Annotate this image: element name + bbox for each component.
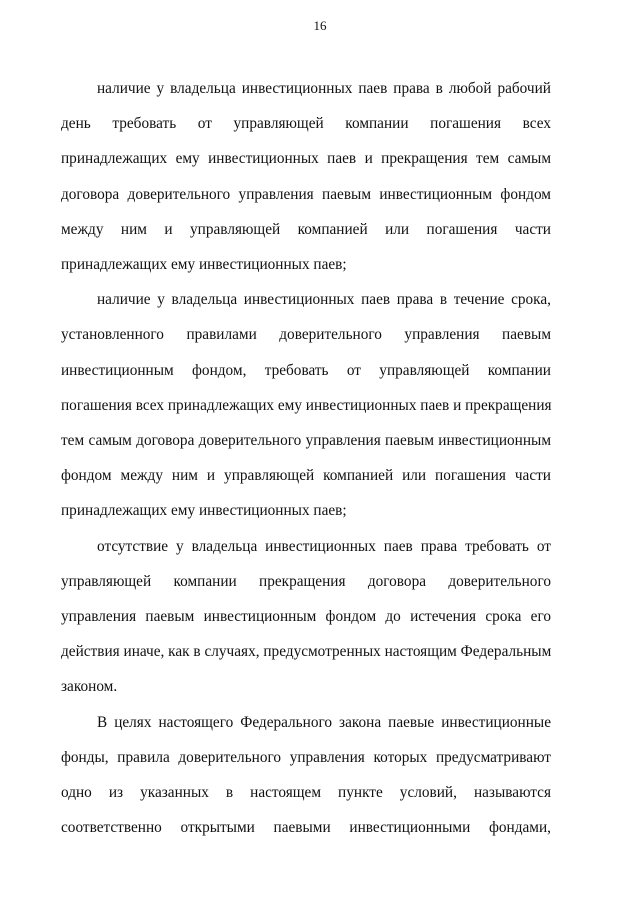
text-line: наличие у владельца инвестиционных паев права в любой рабочий (97, 80, 551, 97)
text-line: управления паевым инвестиционным фондом до истечения срока его (61, 608, 551, 626)
document-body (61, 71, 551, 845)
paragraph-1 (61, 71, 551, 282)
text-line: одно из указанных в настоящем пункте условий, называются (61, 784, 551, 802)
text-line: принадлежащих ему инвестиционных паев и прекращения тем самым (61, 150, 551, 168)
text-line: наличие у владельца инвестиционных паев права в течение срока, (97, 291, 551, 309)
text-line: управляющей компании прекращения договора доверительного (61, 572, 551, 590)
text-line: действия иначе, как в случаях, предусмотренных настоящим Федеральным (61, 643, 552, 661)
text-line: инвестиционным фондом, требовать от управляющей компании (61, 361, 551, 379)
text-line: установленного правилами доверительного управления паевым (61, 326, 551, 344)
text-line: день требовать от управляющей компании погашения всех (61, 115, 551, 133)
text-line: погашения всех принадлежащих ему инвестиционных паев и прекращения (61, 396, 552, 414)
text-line: тем самым договора доверительного управления паевым инвестиционным (61, 432, 551, 450)
text-line: законом. (61, 678, 118, 696)
text-line: В целях настоящего Федерального закона паевые инвестиционные (97, 713, 551, 731)
text-line: фондом между ним и управляющей компанией или погашения части (61, 467, 551, 485)
page-number: 16 (313, 18, 327, 33)
text-line: фонды, правила доверительного управления которых предусматривают (61, 748, 551, 766)
text-line: отсутствие у владельца инвестиционных паев права требовать от (97, 537, 551, 555)
paragraph-4 (61, 705, 551, 846)
text-line: соответственно открытыми паевыми инвестиционными фондами, (61, 819, 551, 837)
text-line: принадлежащих ему инвестиционных паев; (61, 502, 347, 520)
paragraph-3 (61, 529, 551, 705)
text-line: принадлежащих ему инвестиционных паев; (61, 256, 347, 274)
text-line: между ним и управляющей компанией или погашения части (61, 220, 551, 238)
text-line: договора доверительного управления паевым инвестиционным фондом (61, 185, 551, 203)
paragraph-2 (61, 282, 551, 528)
